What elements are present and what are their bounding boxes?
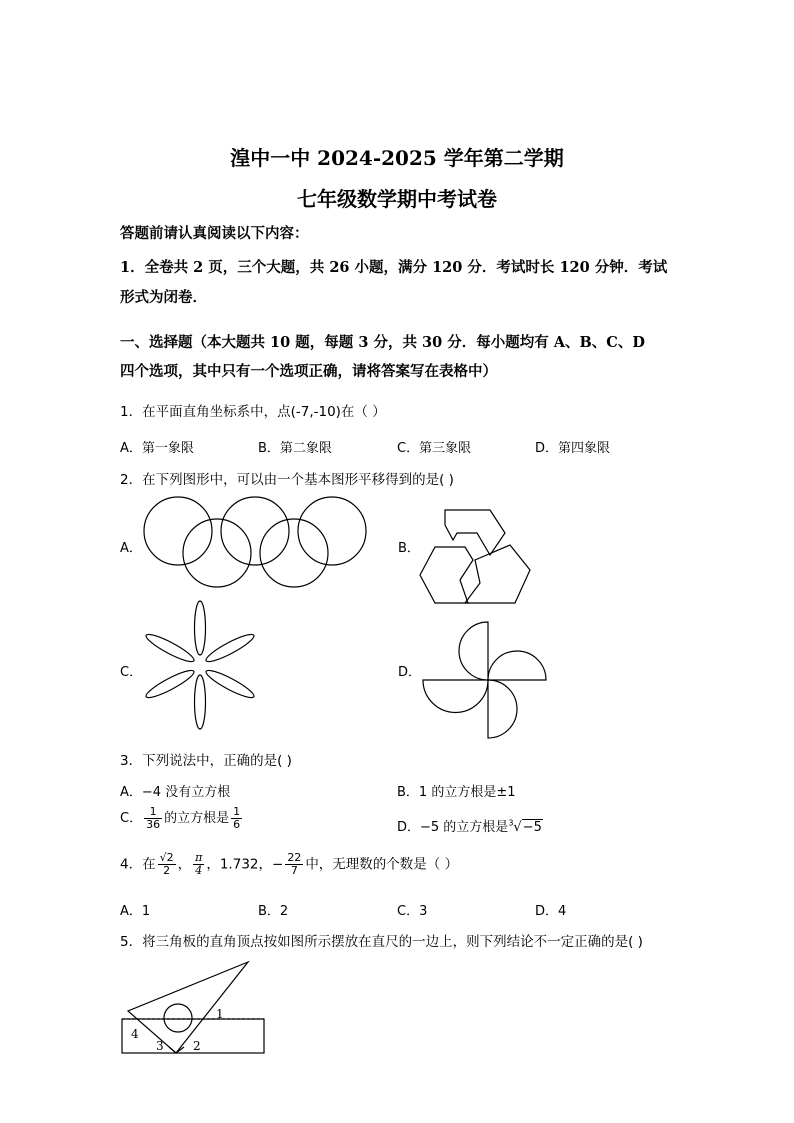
q3-option-d-text: D．−5 的立方根是 bbox=[397, 820, 509, 835]
q3-option-d: D．−5 的立方根是$^3$√−5 bbox=[397, 818, 542, 835]
q2-stem: 2．在下列图形中，可以由一个基本图形平移得到的是( ) bbox=[120, 472, 454, 488]
q4-option-b: B．2 bbox=[258, 904, 289, 919]
q1-option-d: D．第四象限 bbox=[535, 441, 611, 456]
figure-c-petals bbox=[140, 600, 265, 735]
q3-option-c bbox=[120, 806, 244, 831]
q4-option-c: C．3 bbox=[397, 904, 428, 919]
section1-heading-line1: 一、选择题（本大题共 10 题，每题 3 分，共 30 分．每小题均有 A、B、C、D bbox=[120, 334, 645, 351]
angle-label-2: 2 bbox=[193, 1039, 201, 1053]
q3-stem: 3．下列说法中，正确的是( ) bbox=[120, 753, 292, 769]
exam-title-line2: 七年级数学期中考试卷 bbox=[297, 187, 497, 211]
exam-title-line1: 湟中一中 2024-2025 学年第二学期 bbox=[230, 146, 564, 170]
q2-option-d: D． bbox=[398, 665, 422, 680]
q4-option-a: A．1 bbox=[120, 904, 151, 919]
q3-option-c-text: 的立方根是 bbox=[164, 811, 230, 826]
q1-option-c: C．第三象限 bbox=[397, 441, 472, 456]
cube-root-index: 3 bbox=[508, 818, 514, 828]
q1-stem: 1．在平面直角坐标系中，点(-7,-10)在（ ） bbox=[120, 404, 386, 420]
q2-option-a: A． bbox=[120, 541, 142, 556]
figure-a-circles bbox=[140, 495, 360, 590]
section1-heading-line2: 四个选项，其中只有一个选项正确，请将答案写在表格中） bbox=[120, 363, 497, 380]
angle-label-1: 1 bbox=[216, 1007, 224, 1021]
fraction-22-7: $\frac{22}{7}$ bbox=[287, 851, 302, 877]
q4-stem: 4．在 $\frac{√2}{2}$ ， $\frac{\pi}{4}$ ，1.732，− $\frac{22}{7}$ 中，无理数的个数是（ ） bbox=[120, 851, 459, 877]
figure-b-hexagons bbox=[415, 505, 535, 610]
figure-d-pinwheel bbox=[418, 620, 548, 745]
q4-option-d: D．4 bbox=[535, 904, 567, 919]
fraction-1-6: $\frac{1}{6}$ bbox=[233, 805, 241, 831]
instructions-line1: 1．全卷共 2 页，三个大题，共 26 小题，满分 120 分．考试时长 120 分钟．考试 bbox=[120, 259, 668, 276]
q2-option-b: B． bbox=[398, 541, 420, 556]
angle-label-3: 3 bbox=[156, 1039, 164, 1053]
instructions-line2: 形式为闭卷． bbox=[120, 289, 207, 306]
q3-option-b: B．1 的立方根是±1 bbox=[397, 785, 516, 800]
fraction-sqrt2-2: $\frac{√2}{2}$ bbox=[159, 851, 174, 877]
q5-stem: 5．将三角板的直角顶点按如图所示摆放在直尺的一边上，则下列结论不一定正确的是( ) bbox=[120, 934, 643, 950]
q1-option-b: B．第二象限 bbox=[258, 441, 332, 456]
fraction-pi-4: $\frac{\pi}{4}$ bbox=[195, 851, 203, 877]
cube-root-radicand: −5 bbox=[522, 820, 542, 835]
fraction-1-36: $\frac{1}{36}$ bbox=[146, 805, 161, 831]
q3-option-c-prefix: C． bbox=[120, 811, 143, 826]
angle-label-4: 4 bbox=[131, 1027, 139, 1041]
q1-option-a: A．第一象限 bbox=[120, 441, 194, 456]
q2-option-c: C． bbox=[120, 665, 143, 680]
q3-option-a: A．−4 没有立方根 bbox=[120, 785, 231, 800]
instructions-heading: 答题前请认真阅读以下内容： bbox=[120, 225, 309, 242]
figure-q5-ruler-triangle bbox=[118, 958, 278, 1058]
